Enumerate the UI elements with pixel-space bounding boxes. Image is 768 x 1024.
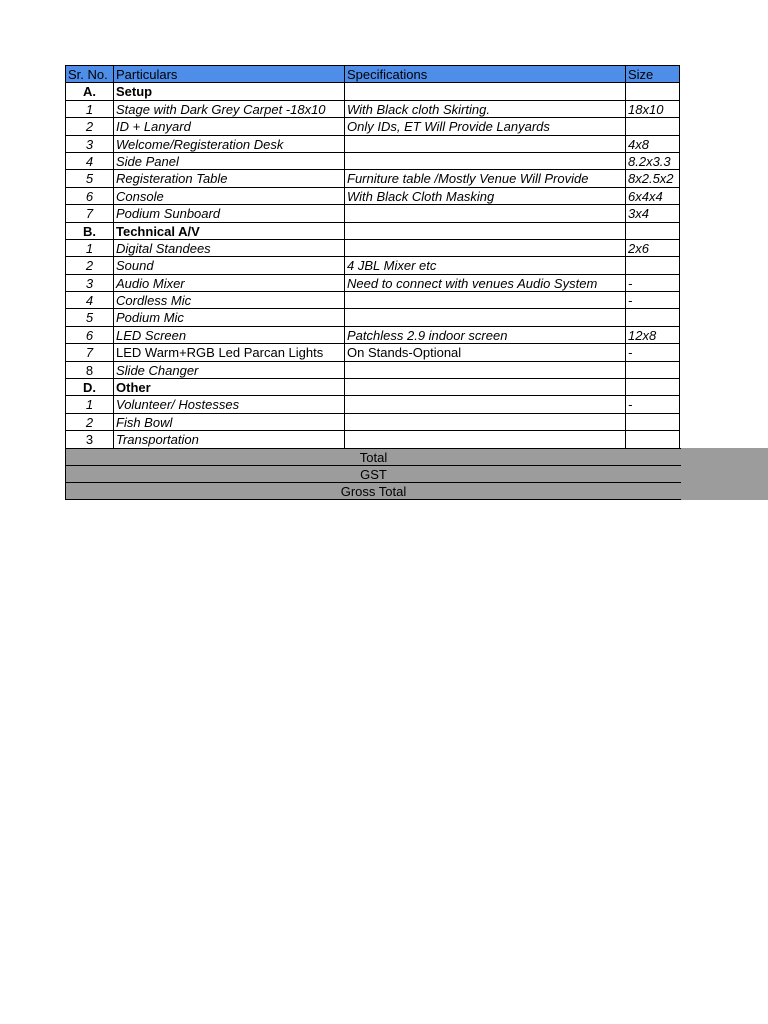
section-code-cell[interactable]: A. [65, 82, 113, 99]
size-cell[interactable] [625, 413, 680, 430]
size-cell[interactable]: - [625, 291, 680, 308]
size-cell[interactable]: 4x8 [625, 135, 680, 152]
header-size[interactable]: Size [625, 65, 680, 82]
sr-no-cell[interactable]: 8 [65, 361, 113, 378]
specification-cell[interactable] [344, 361, 625, 378]
particulars-cell[interactable]: LED Screen [113, 326, 344, 343]
specification-cell[interactable] [344, 308, 625, 325]
sr-no-cell[interactable]: 1 [65, 100, 113, 117]
sr-no-cell[interactable]: 2 [65, 413, 113, 430]
specification-cell[interactable]: On Stands-Optional [344, 343, 625, 360]
size-cell[interactable] [625, 308, 680, 325]
specification-cell[interactable]: With Black Cloth Masking [344, 187, 625, 204]
sr-no-cell[interactable]: 4 [65, 152, 113, 169]
specification-cell[interactable] [344, 378, 625, 395]
particulars-cell[interactable]: Podium Sunboard [113, 204, 344, 221]
specification-cell[interactable] [344, 135, 625, 152]
specification-cell[interactable] [344, 413, 625, 430]
size-cell[interactable] [625, 378, 680, 395]
size-cell[interactable]: 18x10 [625, 100, 680, 117]
size-cell[interactable] [625, 117, 680, 134]
size-cell[interactable] [625, 222, 680, 239]
size-cell[interactable] [625, 82, 680, 99]
header-specifications[interactable]: Specifications [344, 65, 625, 82]
size-cell[interactable]: 8x2.5x2 [625, 169, 680, 186]
header-particulars[interactable]: Particulars [113, 65, 344, 82]
specification-cell[interactable] [344, 430, 625, 447]
section-title-cell[interactable]: Other [113, 378, 344, 395]
sr-no-cell[interactable]: 2 [65, 256, 113, 273]
particulars-cell[interactable]: Console [113, 187, 344, 204]
sr-no-cell[interactable]: 7 [65, 343, 113, 360]
size-cell[interactable]: 3x4 [625, 204, 680, 221]
sr-no-cell[interactable]: 1 [65, 395, 113, 412]
specification-cell[interactable] [344, 82, 625, 99]
size-cell[interactable]: - [625, 395, 680, 412]
size-cell[interactable]: - [625, 274, 680, 291]
particulars-cell[interactable]: Registeration Table [113, 169, 344, 186]
particulars-cell[interactable]: Welcome/Registeration Desk [113, 135, 344, 152]
particulars-cell[interactable]: Side Panel [113, 152, 344, 169]
size-cell[interactable]: 6x4x4 [625, 187, 680, 204]
size-cell[interactable]: - [625, 343, 680, 360]
specification-cell[interactable]: Furniture table /Mostly Venue Will Provide [344, 169, 625, 186]
size-cell[interactable] [625, 256, 680, 273]
particulars-cell[interactable]: Digital Standees [113, 239, 344, 256]
gst-row[interactable]: GST [65, 465, 681, 482]
size-cell[interactable]: 8.2x3.3 [625, 152, 680, 169]
specification-cell[interactable]: With Black cloth Skirting. [344, 100, 625, 117]
particulars-cell[interactable]: Podium Mic [113, 308, 344, 325]
sr-no-cell[interactable]: 5 [65, 169, 113, 186]
sr-no-cell[interactable]: 4 [65, 291, 113, 308]
specification-cell[interactable] [344, 291, 625, 308]
sr-no-cell[interactable]: 3 [65, 135, 113, 152]
size-cell[interactable] [625, 430, 680, 447]
quotation-sheet [65, 65, 768, 500]
particulars-cell[interactable]: Audio Mixer [113, 274, 344, 291]
specification-cell[interactable] [344, 204, 625, 221]
total-row[interactable]: Total [65, 448, 681, 465]
sr-no-cell[interactable]: 7 [65, 204, 113, 221]
particulars-cell[interactable]: Sound [113, 256, 344, 273]
specification-cell[interactable]: 4 JBL Mixer etc [344, 256, 625, 273]
specification-cell[interactable] [344, 239, 625, 256]
particulars-cell[interactable]: Transportation [113, 430, 344, 447]
specification-cell[interactable]: Need to connect with venues Audio System [344, 274, 625, 291]
particulars-cell[interactable]: Fish Bowl [113, 413, 344, 430]
particulars-cell[interactable]: ID + Lanyard [113, 117, 344, 134]
sr-no-cell[interactable]: 2 [65, 117, 113, 134]
size-cell[interactable]: 2x6 [625, 239, 680, 256]
section-title-cell[interactable]: Technical A/V [113, 222, 344, 239]
quotation-table [65, 65, 768, 448]
sr-no-cell[interactable]: 3 [65, 430, 113, 447]
particulars-cell[interactable]: Cordless Mic [113, 291, 344, 308]
specification-cell[interactable]: Only IDs, ET Will Provide Lanyards [344, 117, 625, 134]
section-code-cell[interactable]: B. [65, 222, 113, 239]
specification-cell[interactable] [344, 222, 625, 239]
sr-no-cell[interactable]: 6 [65, 187, 113, 204]
particulars-cell[interactable]: LED Warm+RGB Led Parcan Lights [113, 343, 344, 360]
totals-block [65, 448, 768, 500]
particulars-cell[interactable]: Slide Changer [113, 361, 344, 378]
particulars-cell[interactable]: Volunteer/ Hostesses [113, 395, 344, 412]
sr-no-cell[interactable]: 3 [65, 274, 113, 291]
specification-cell[interactable] [344, 152, 625, 169]
gross-total-row[interactable]: Gross Total [65, 482, 681, 499]
sr-no-cell[interactable]: 6 [65, 326, 113, 343]
totals-gray-extension [681, 448, 768, 500]
section-title-cell[interactable]: Setup [113, 82, 344, 99]
specification-cell[interactable] [344, 395, 625, 412]
sr-no-cell[interactable]: 1 [65, 239, 113, 256]
sr-no-cell[interactable]: 5 [65, 308, 113, 325]
size-cell[interactable]: 12x8 [625, 326, 680, 343]
particulars-cell[interactable]: Stage with Dark Grey Carpet -18x10 [113, 100, 344, 117]
specification-cell[interactable]: Patchless 2.9 indoor screen [344, 326, 625, 343]
header-sr-no[interactable]: Sr. No. [65, 65, 113, 82]
size-cell[interactable] [625, 361, 680, 378]
section-code-cell[interactable]: D. [65, 378, 113, 395]
